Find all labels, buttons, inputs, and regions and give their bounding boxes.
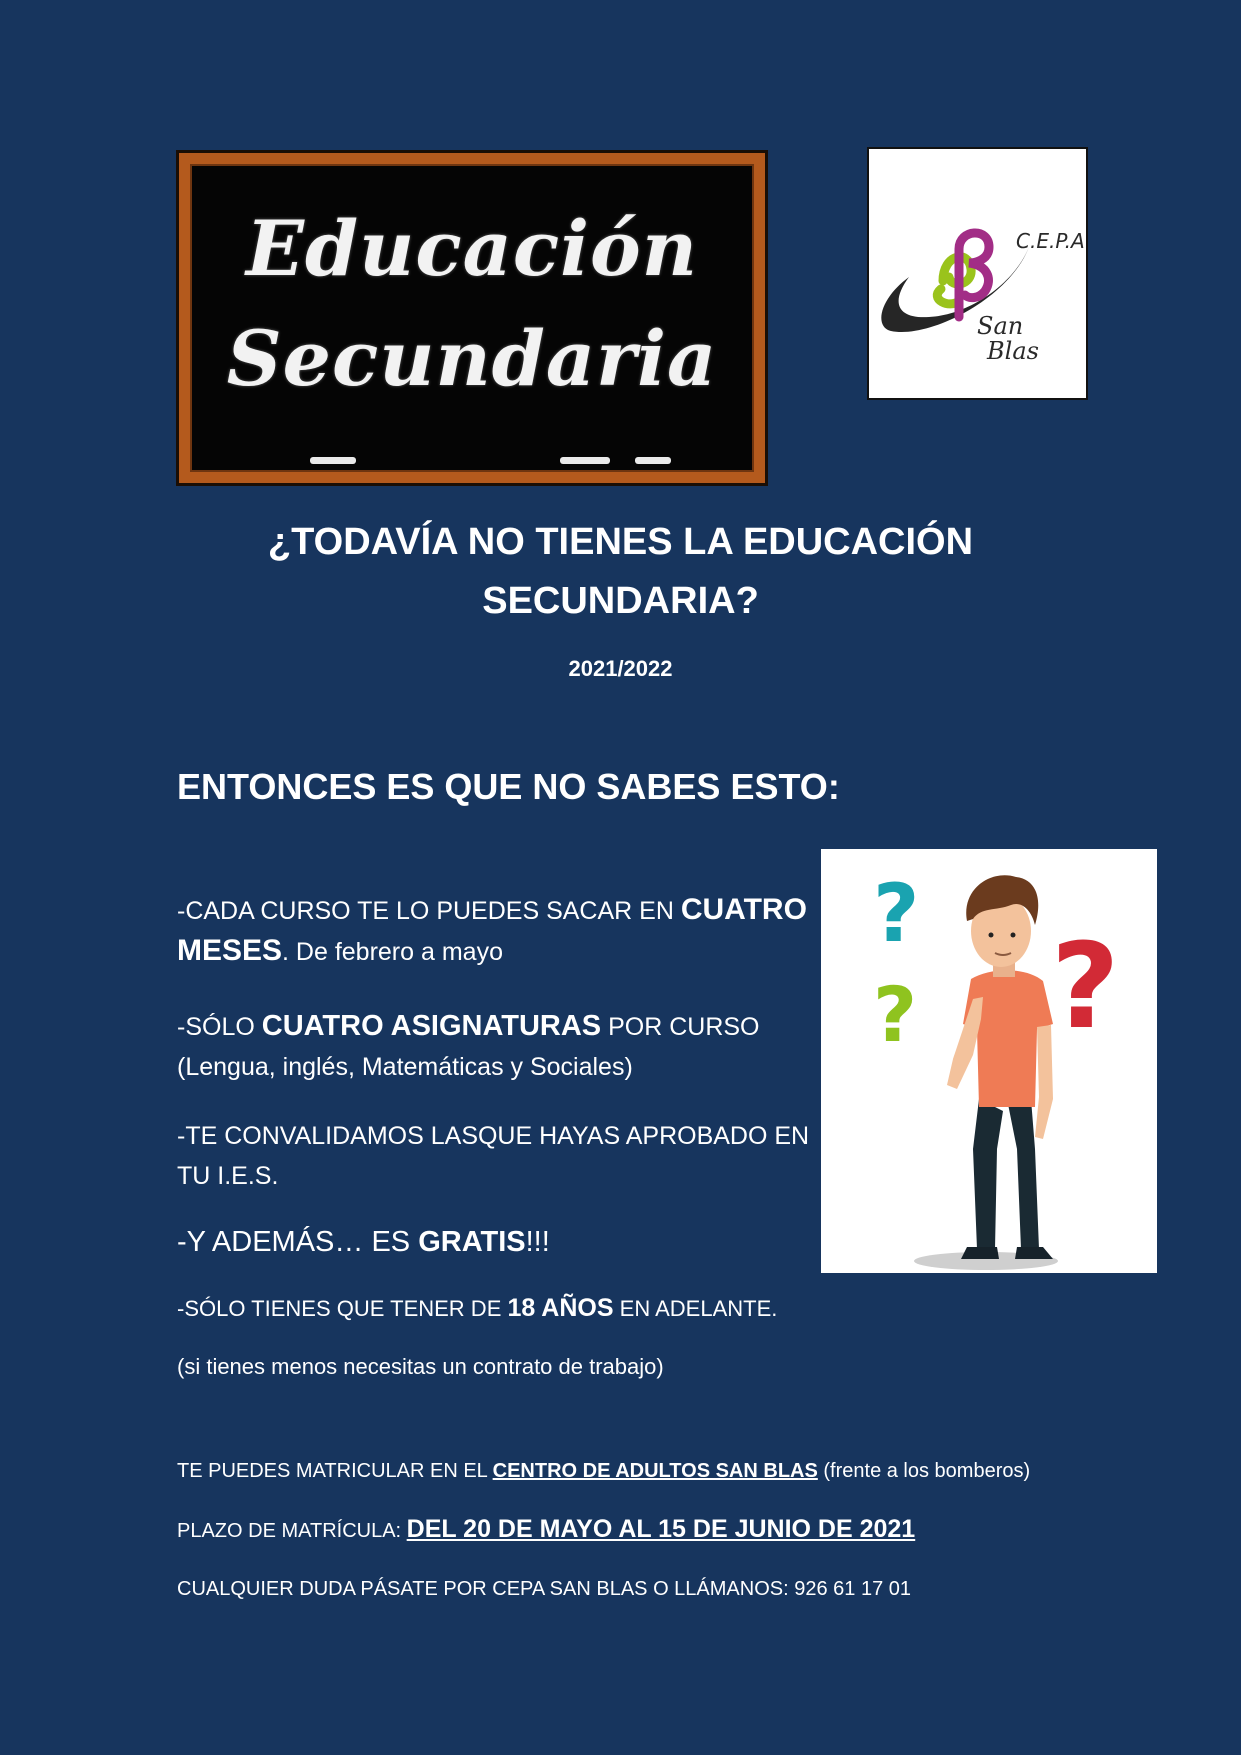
svg-text:?: ? [873,867,920,960]
thinking-man-illustration [821,849,1157,1273]
school-year: 2021/2022 [568,656,673,681]
cepa-logo-icon [869,149,1086,398]
contact-info: CUALQUIER DUDA PÁSATE POR CEPA SAN BLAS O LLÁMANOS: 926 61 17 01 [177,1578,911,1600]
enrollment-location: TE PUEDES MATRICULAR EN EL CENTRO DE ADULTOS SAN BLAS (frente a los bomberos) [177,1460,1031,1482]
chalk-piece [310,457,356,464]
svg-text:?: ? [1051,917,1120,1055]
chalkboard-line-1: Educación [246,204,698,293]
cepa-logo [867,147,1088,400]
point-validation: -TE CONVALIDAMOS LASQUE HAYAS APROBADO EN TU I.E.S. [177,1122,810,1190]
logo-cepa-text: C.E.P.A [1016,229,1085,253]
point-four-months: -CADA CURSO TE LO PUEDES SACAR EN CUATRO MESES. De febrero a mayo [177,893,807,967]
enrollment-dates: DEL 20 DE MAYO AL 15 DE JUNIO DE 2021 [406,1515,916,1543]
thinking-man-icon [821,849,1157,1273]
chalkboard-line-2: Secundaria [226,314,718,403]
enrollment-period: PLAZO DE MATRÍCULA: DEL 20 DE MAYO AL 15 DE JUNIO DE 2021 [177,1515,916,1543]
chalk-piece [635,457,671,464]
headline-line-2: SECUNDARIA? [482,580,759,622]
point-age: -SÓLO TIENES QUE TENER DE 18 AÑOS EN ADELANTE. [177,1294,778,1322]
point-four-subjects: -SÓLO CUATRO ASIGNATURAS POR CURSO (Lengua, inglés, Matemáticas y Sociales) [177,1010,760,1081]
svg-text:?: ? [873,970,918,1059]
point-free: -Y ADEMÁS… ES GRATIS!!! [177,1226,550,1258]
intro-heading: ENTONCES ES QUE NO SABES ESTO: [177,766,840,807]
center-name: CENTRO DE ADULTOS SAN BLAS [492,1460,818,1482]
headline-line-1: ¿TODAVÍA NO TIENES LA EDUCACIÓN [267,521,974,563]
chalkboard-image [176,150,768,486]
logo-blas-text: Blas [987,337,1039,365]
logo-san-text: San [977,312,1024,340]
chalk-piece [560,457,610,464]
chalkboard-frame [179,153,765,483]
point-age-note: (si tienes menos necesitas un contrato de trabajo) [177,1354,664,1379]
